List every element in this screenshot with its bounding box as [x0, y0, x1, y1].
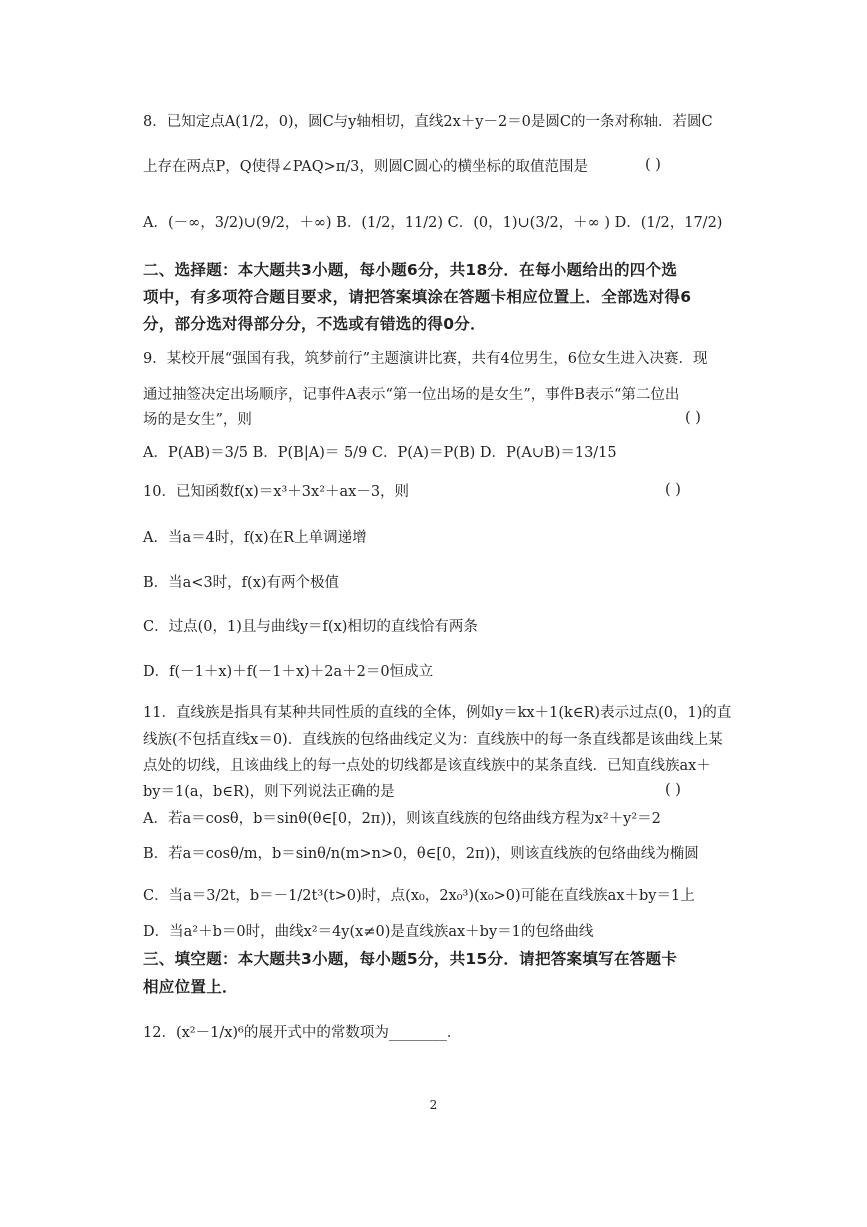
q9-line-3: 场的是女生”，则	[143, 412, 252, 428]
q8-line-2: 上存在两点P，Q使得∠PAQ>π/3，则圆C圆心的横坐标的取值范围是	[143, 159, 588, 175]
q10-option-d: D．f(－1＋x)＋f(－1＋x)＋2a＋2＝0恒成立	[143, 664, 434, 680]
q11-line-3: 点处的切线，且该曲线上的每一点处的切线都是该直线族中的某条直线．已知直线族ax＋	[143, 758, 711, 774]
q9-line-2: 通过抽签决定出场顺序，记事件A表示“第一位出场的是女生”，事件B表示“第二位出	[143, 387, 680, 403]
q10-option-b: B．当a<3时，f(x)有两个极值	[143, 575, 340, 591]
q10-option-c: C．过点(0，1)且与曲线y＝f(x)相切的直线恰有两条	[143, 619, 478, 635]
q11-line-2: 线族(不包括直线x＝0)．直线族的包络曲线定义为：直线族中的每一条直线都是该曲线上某	[143, 732, 723, 748]
q11-option-a: A．若a＝cosθ，b＝sinθ(θ∈[0，2π))，则该直线族的包络曲线方程为x²＋y²＝2	[143, 811, 661, 827]
q11-option-b: B．若a＝cosθ/m，b＝sinθ/n(m>n>0，θ∈[0，2π))，则该直线族的包络曲线为椭圆	[143, 846, 699, 862]
q11-line-1: 11．直线族是指具有某种共同性质的直线的全体，例如y＝kx＋1(k∈R)表示过点(0，1)的直	[143, 705, 732, 721]
q9-answer-blank: ( )	[685, 410, 701, 426]
q11-answer-blank: ( )	[665, 782, 681, 798]
q10-option-a: A．当a＝4时，f(x)在R上单调递增	[143, 530, 367, 546]
q9-line-1: 9．某校开展“强国有我，筑梦前行”主题演讲比赛，共有4位男生，6位女生进入决赛．现	[143, 351, 708, 367]
q10-stem: 10．已知函数f(x)＝x³＋3x²＋ax－3，则	[143, 484, 410, 500]
q11-line-4: by＝1(a，b∈R)，则下列说法正确的是	[143, 784, 395, 800]
page-number: 2	[429, 1098, 438, 1112]
q12-text: 12．(x²－1/x)⁶的展开式中的常数项为________．	[143, 1025, 462, 1041]
q9-options: A．P(AB)＝3/5 B．P(B|A)＝ 5/9 C．P(A)＝P(B) D．P(A∪B)＝13/15	[143, 445, 617, 461]
q8-options: A．(－∞，3/2)∪(9/2，＋∞) B．(1/2，11/2) C．(0，1)∪(3/2，＋∞ ) D．(1/2，17/2)	[143, 215, 723, 231]
q8-line-1: 8．已知定点A(1/2，0)，圆C与y轴相切，直线2x＋y－2＝0是圆C的一条对称轴．若圆C	[143, 114, 713, 130]
q11-option-d: D．当a²＋b＝0时，曲线x²＝4y(x≠0)是直线族ax＋by＝1的包络曲线	[143, 924, 594, 940]
q10-answer-blank: ( )	[665, 482, 681, 498]
section-3-heading-line-2: 相应位置上．	[143, 978, 238, 996]
section-3-heading-line-1: 三、填空题：本大题共3小题，每小题5分，共15分．请把答案填写在答题卡	[143, 950, 678, 968]
section-2-heading-line-2: 项中，有多项符合题目要求，请把答案填涂在答题卡相应位置上．全部选对得6	[143, 288, 692, 306]
q8-answer-blank: ( )	[645, 157, 661, 173]
section-2-heading-line-1: 二、选择题：本大题共3小题，每小题6分，共18分．在每小题给出的四个选	[143, 261, 678, 279]
section-2-heading-line-3: 分，部分选对得部分分，不选或有错选的得0分．	[143, 315, 486, 333]
q11-option-c: C．当a＝3/2t，b＝－1/2t³(t>0)时，点(x₀，2x₀³)(x₀>0)可能在直线族ax＋by＝1上	[143, 888, 695, 904]
